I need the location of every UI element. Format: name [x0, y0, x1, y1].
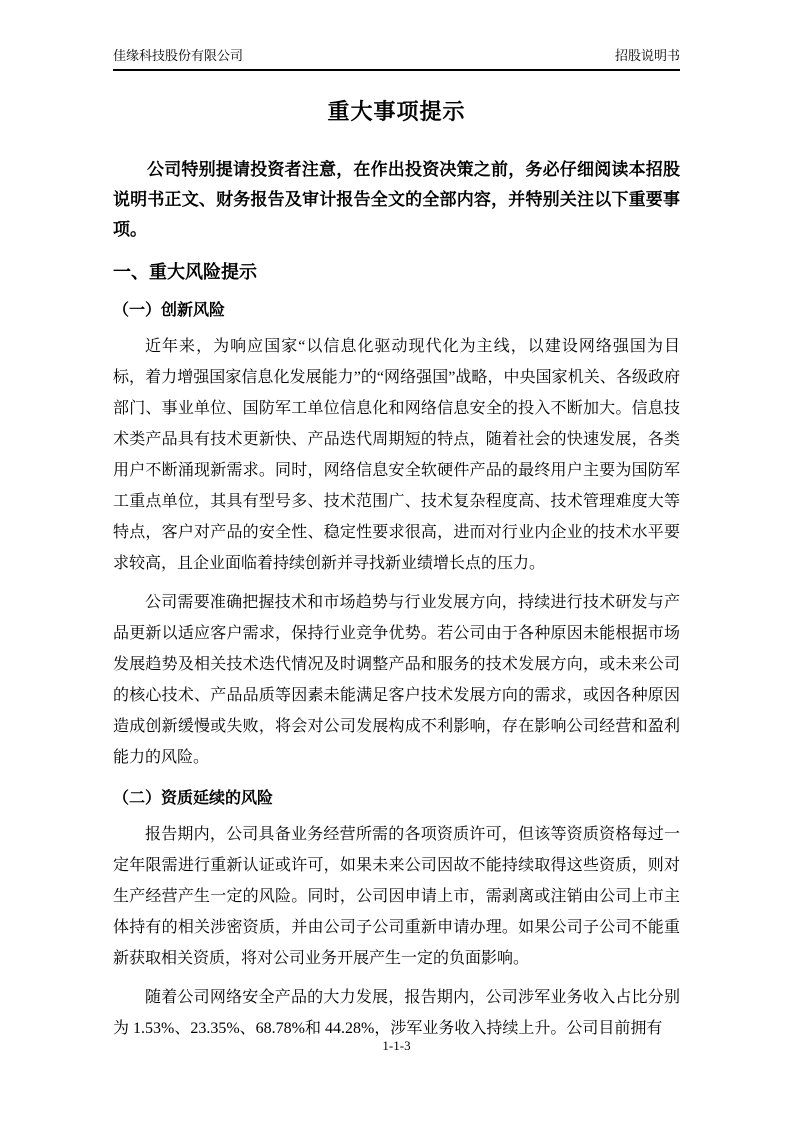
header-company-name: 佳缘科技股份有限公司 [113, 48, 244, 63]
innovation-risk-paragraph-2: 公司需要准确把握技术和市场趋势与行业发展方向，持续进行技术研发与产品更新以适应客户需求，保持行业竞争优势。若公司由于各种原因未能根据市场发展趋势及相关技术迭代情况及时调整产品和服务的技术发展方向，或未来公司的核心技术、产品品质等因素未能满足客户技术发展方向的需求，或因各种原因造成创新缓慢或失败，将会对公司发展构成不利影响，存在影响公司经营和盈利能力的风险。 [113, 594, 680, 766]
page-number: 1-1-3 [382, 1038, 411, 1053]
header-doc-type: 招股说明书 [614, 48, 680, 63]
page-header [113, 48, 680, 71]
subsection-heading-qualification-risk: （二）资质延续的风险 [113, 790, 274, 807]
page-footer [0, 1038, 793, 1053]
qualification-risk-paragraph-2: 随着公司网络安全产品的大力发展，报告期内，公司涉军业务收入占比分别为 1.53%、23.35%、68.78%和 44.28%，涉军业务收入持续上升。公司目前拥有 [113, 989, 680, 1037]
qualification-risk-paragraph-1: 报告期内，公司具备业务经营所需的各项资质许可，但该等资质资格每过一定年限需进行重新认证或许可，如果未来公司因故不能持续取得这些资质，则对生产经营产生一定的风险。同时，公司因申请上市，需剥离或注销由公司上市主体持有的相关涉密资质，并由公司子公司重新申请办理。如果公司子公司不能重新获取相关资质，将对公司业务开展产生一定的负面影响。 [113, 826, 680, 967]
investor-notice-paragraph: 公司特别提请投资者注意，在作出投资决策之前，务必仔细阅读本招股说明书正文、财务报告及审计报告全文的全部内容，并特别关注以下重要事项。 [113, 160, 680, 239]
innovation-risk-paragraph-1: 近年来，为响应国家“以信息化驱动现代化为主线，以建设网络强国为目标，着力增强国家信息化发展能力”的“网络强国”战略，中央国家机关、各级政府部门、事业单位、国防军工单位信息化和网络信息安全的投入不断加大。信息技术类产品具有技术更新快、产品迭代周期短的特点，随着社会的快速发展，各类用户不断涌现新需求。同时，网络信息安全软硬件产品的最终用户主要为国防军工重点单位，其具有型号多、技术范围广、技术复杂程度高、技术管理难度大等特点，客户对产品的安全性、稳定性要求很高，进而对行业内企业的技术水平要求较高，且企业面临着持续创新并寻找新业绩增长点的压力。 [113, 338, 680, 572]
subsection-heading-innovation-risk: （一）创新风险 [113, 302, 226, 319]
page-title: 重大事项提示 [327, 99, 466, 124]
section-heading-major-risks: 一、重大风险提示 [113, 262, 257, 282]
